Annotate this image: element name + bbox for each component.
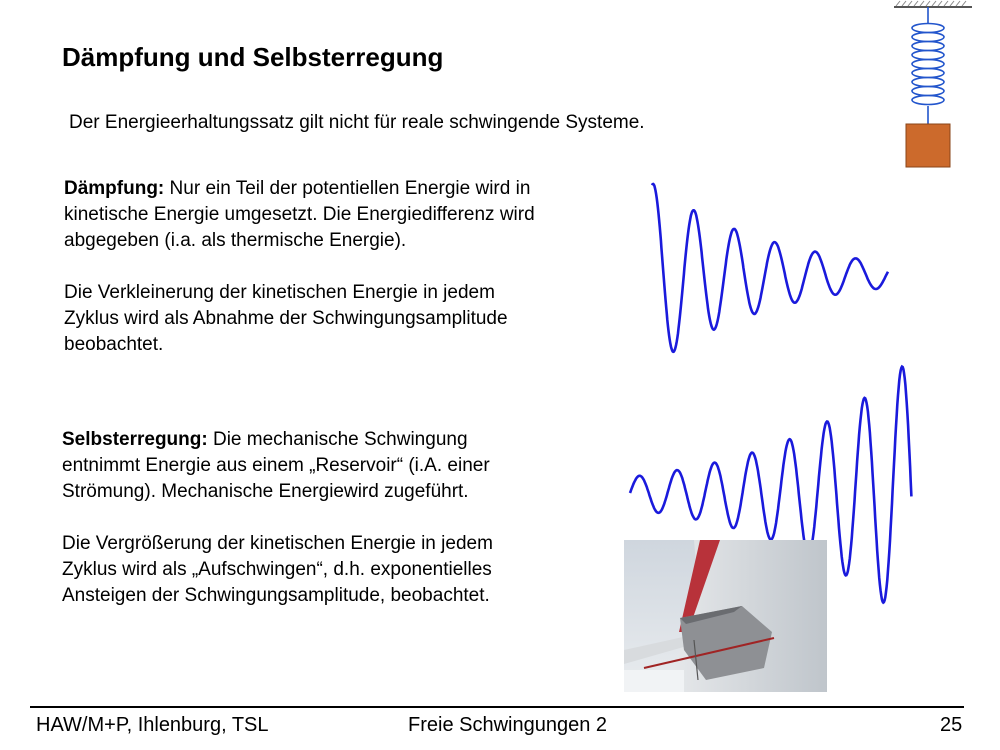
slide-title: Dämpfung und Selbsterregung [62,42,444,72]
damping-paragraph [64,176,535,358]
self-excitation-paragraph [62,427,493,609]
self-excitation-line-5: Zyklus wird als „Aufschwingen“, d.h. exponentielles [62,559,492,580]
damping-line-2: kinetische Energie umgesetzt. Die Energiedifferenz wird [64,204,535,225]
damped-wave-line [652,184,888,352]
footer-course-title: Freie Schwingungen 2 [408,714,608,736]
damped-oscillation-chart [640,170,900,380]
spring-mass-icon [890,0,975,170]
self-excitation-line-2: entnimmt Energie aus einem „Reservoir“ (i.A. einer [62,455,490,476]
damping-term: Dämpfung: [64,178,165,199]
self-excitation-line-1-rest: Die mechanische Schwingung [207,429,468,450]
damping-line-5: Zyklus wird als Abnahme der Schwingungsamplitude [64,308,508,329]
self-excitation-line-4: Die Vergrößerung der kinetischen Energie in jedem [62,533,493,554]
footer-author: HAW/M+P, Ihlenburg, TSL [36,714,269,736]
self-excitation-term: Selbsterregung: [62,429,208,450]
footer-page-number: 25 [940,714,963,736]
self-excitation-line-3: Strömung). Mechanische Energiewird zugeführt. [62,481,469,502]
damping-line-4: Die Verkleinerung der kinetischen Energie in jedem [64,282,495,303]
damping-line-3: abgegeben (i.a. als thermische Energie). [64,230,407,251]
self-excitation-line-1 [62,427,493,453]
intro-text: Der Energieerhaltungssatz gilt nicht für reale schwingende Systeme. [69,112,645,133]
damping-line-1 [64,176,535,202]
wing-flap-photo [624,540,827,692]
self-excitation-line-6: Ansteigen der Schwingungsamplitude, beobachtet. [62,585,490,606]
damping-line-1-rest: Nur ein Teil der potentiellen Energie wird in [164,178,531,199]
damping-line-6: beobachtet. [64,334,164,355]
footer-divider [30,706,964,708]
